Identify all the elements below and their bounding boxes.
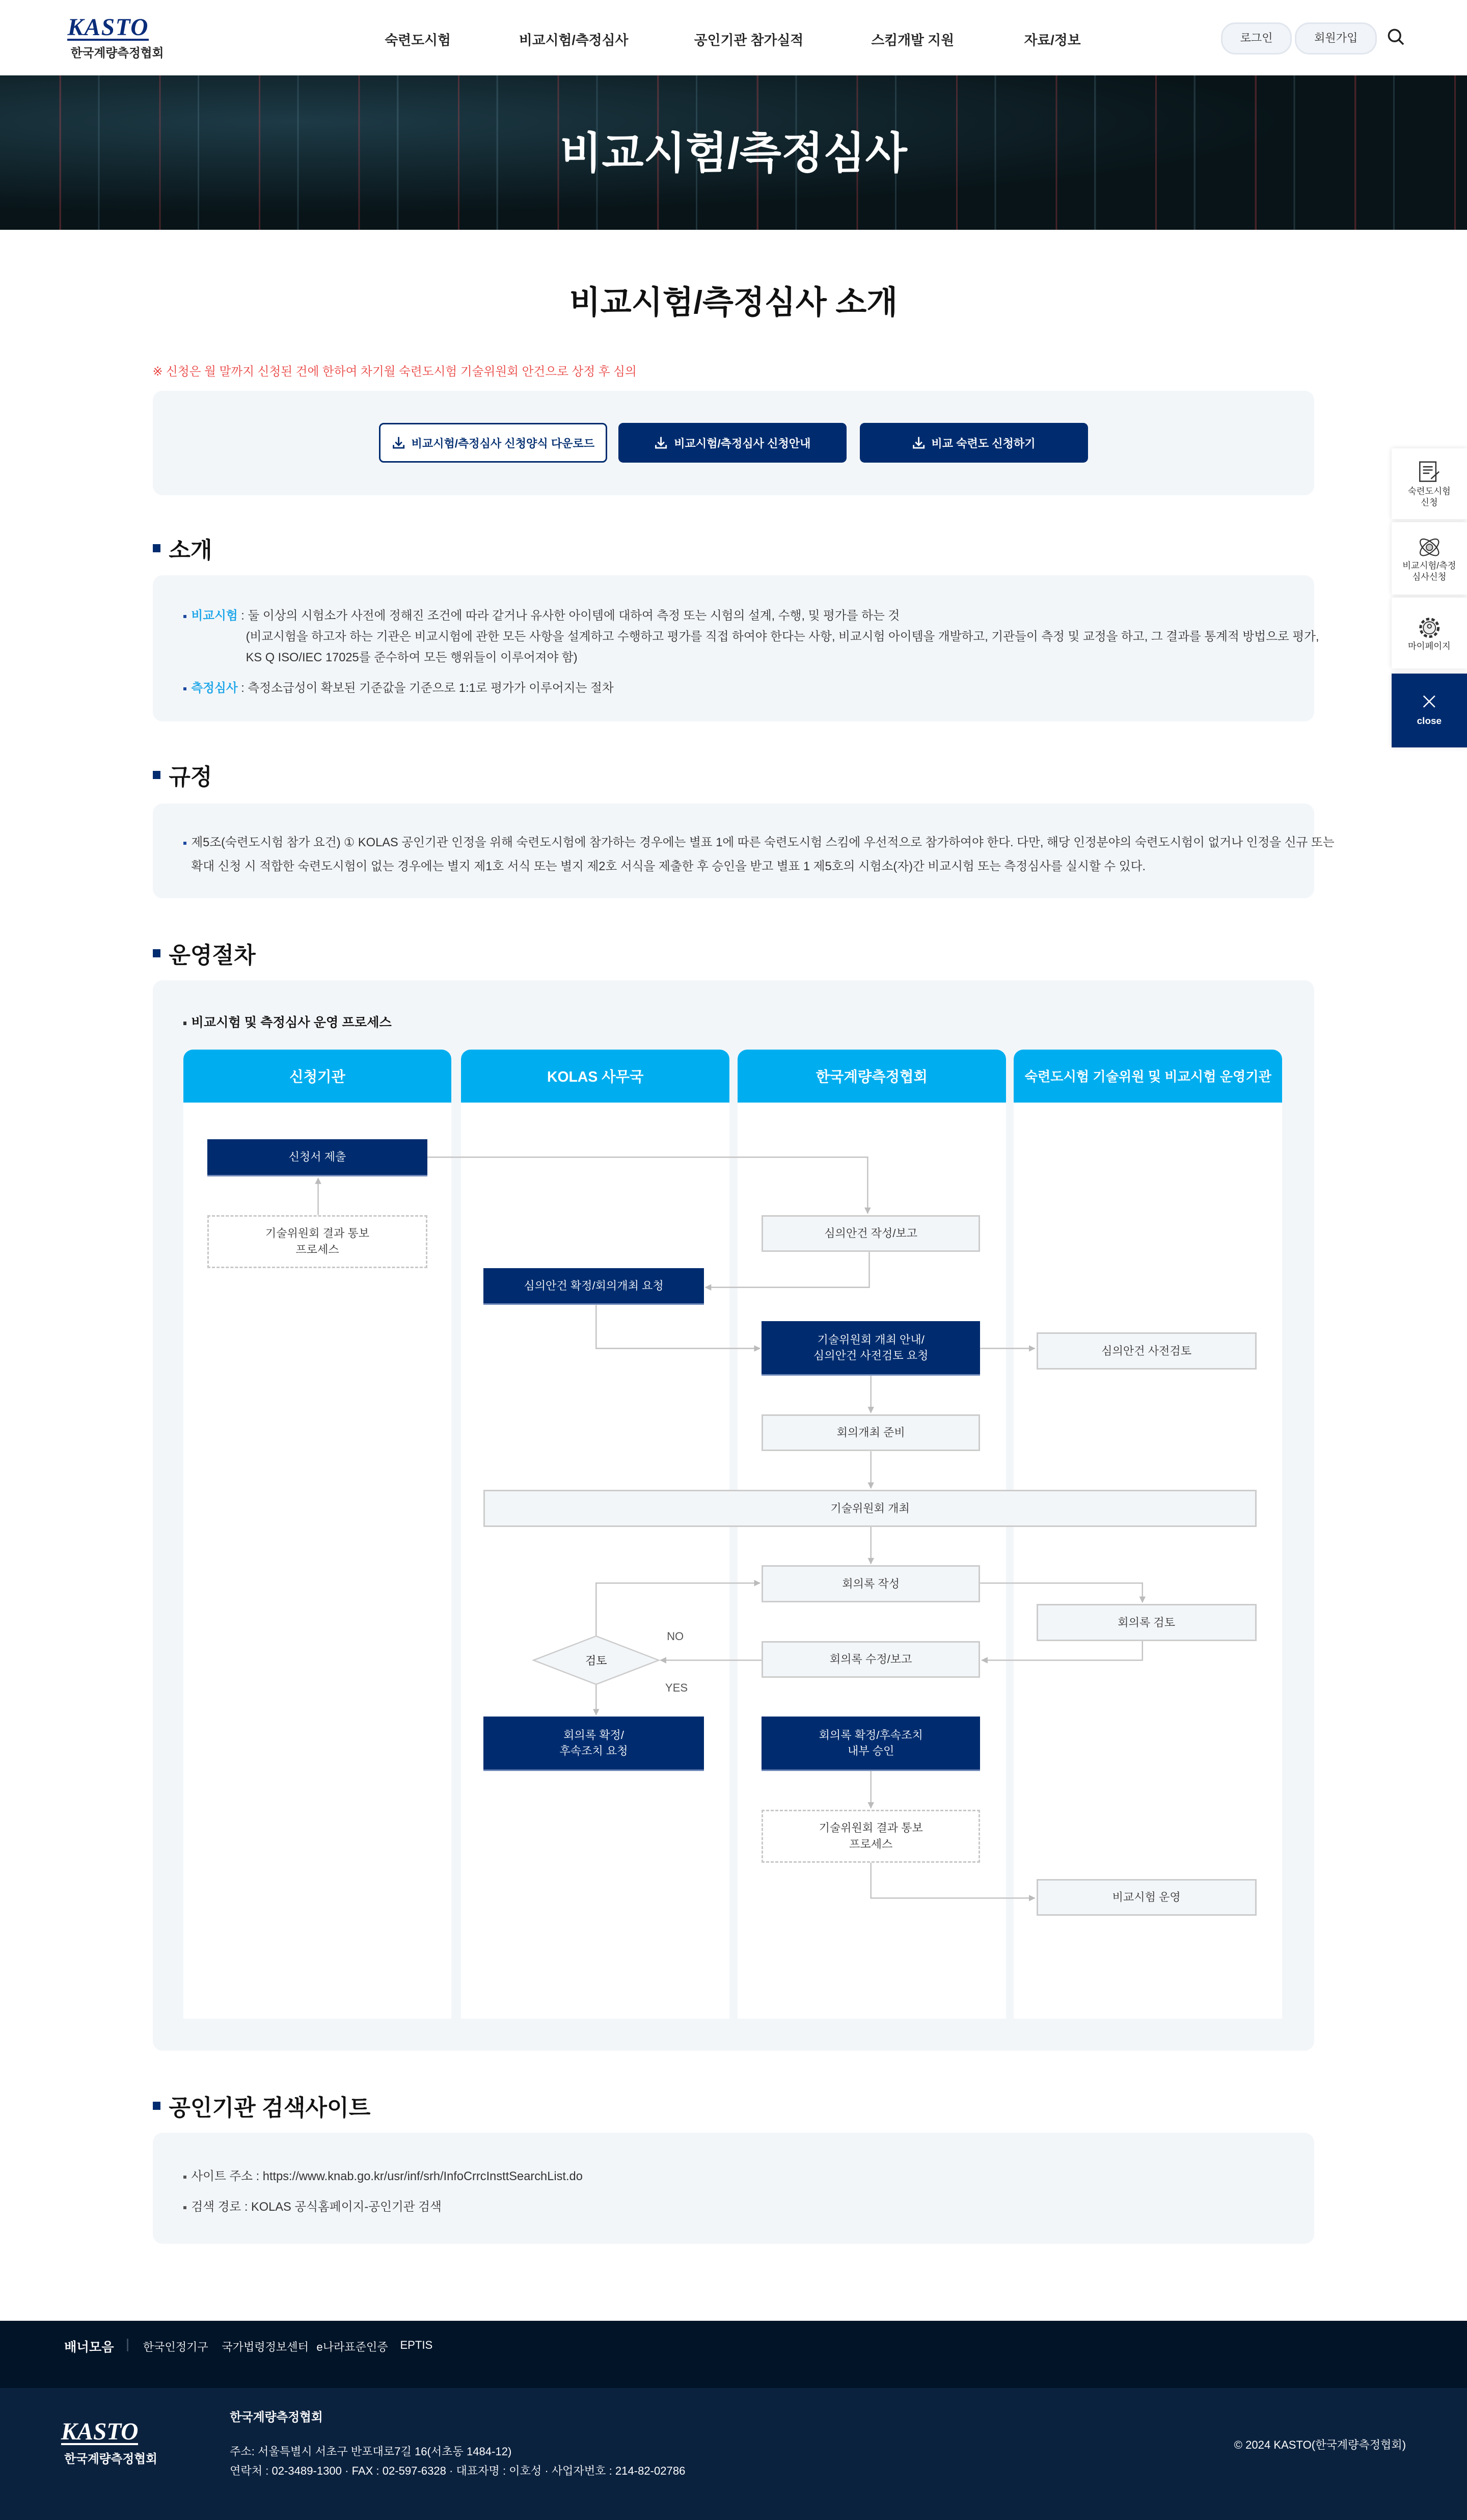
connector [871,1863,1035,1898]
lane-header: 숙련도시험 기술위원 및 비교시험 운영기관 [1014,1050,1282,1103]
nav-item-resources[interactable]: 자료/정보 [1024,32,1081,48]
download-form-label: 비교시험/측정심사 신청양식 다운로드 [411,437,595,450]
flow-node: 심의안건 작성/보고 [762,1215,980,1252]
connector [982,1641,1142,1660]
connector [427,1157,867,1213]
nav-item-comparison[interactable]: 비교시험/측정심사 [519,32,629,48]
banner-link[interactable]: 국가법령정보센터 [222,2340,309,2353]
section-heading-search-site [153,2089,371,2122]
banner-title: 배너모음 [64,2340,114,2354]
flow-node: 기술위원회 결과 통보 프로세스 [207,1215,427,1268]
banner-link[interactable]: EPTIS [400,2338,433,2351]
search-site-box [153,2133,1315,2244]
banner-link[interactable]: e나라표준인증 [316,2340,388,2353]
flow-node: 신청서 제출 [207,1139,427,1176]
intro-item-measurement: 측정심사 : 측정소급성이 확보된 기준값을 기준으로 1:1로 평가가 이루어지는 절차 [183,678,614,695]
intro-item-comparison-detail-2: KS Q ISO/IEC 17025를 준수하여 모든 행위들이 이루어져야 함) [246,651,578,665]
search-site-url[interactable]: 사이트 주소 : https://www.knab.go.kr/usr/inf/srh/InfoCrrcInsttSearchList.do [183,2166,583,2184]
search-site-path: 검색 경로 : KOLAS 공식홈페이지-공인기관 검색 [183,2197,442,2214]
regulation-line: 확대 신청 시 적합한 숙련도시험이 없는 경우에는 별지 제1호 서식 또는 별지 제2호 서식을 제출한 후 승인을 받고 별표 1 제5호의 시험소(자)간 비교시험 또는 측정심사를 실시할 수 있다. [191,860,1146,874]
quick-menu-mypage[interactable] [1392,598,1467,668]
flow-node: 기술위원회 개최 [483,1490,1256,1527]
connector [705,1252,870,1287]
flow-node: 비교시험 운영 [1037,1879,1257,1916]
logo[interactable]: KASTO [67,14,149,41]
flow-node: 심의안건 확정/회의개최 요청 [483,1268,703,1305]
decision-no-label: NO [667,1629,684,1643]
flow-node: 회의개최 준비 [762,1414,980,1452]
lane-header: 한국계량측정협회 [738,1050,1006,1103]
document-pen-icon [1417,460,1442,485]
heading-text: 소개 [169,538,212,564]
nav-item-proficiency[interactable]: 숙련도시험 [385,32,451,48]
flow-node: 회의록 확정/ 후속조치 요청 [483,1717,703,1771]
quick-menu-close-button[interactable] [1392,674,1467,747]
footer-address: 주소: 서울특별시 서초구 반포대로7길 16(서초동 1484-12) [230,2445,512,2458]
heading-marker [153,2102,161,2110]
gear-user-icon [1417,615,1442,640]
flow-node: 기술위원회 결과 통보 프로세스 [762,1810,980,1863]
flow-node: 회의록 검토 [1037,1604,1257,1641]
footer-copyright: © 2024 KASTO(한국계량측정협회) [1234,2438,1406,2452]
regulation-line: 제5조(숙련도시험 참가 요건) ① KOLAS 공인기관 인정을 위해 숙련도시험에 참가하는 경우에는 별표 1에 따른 숙련도시험 스킴에 우선적으로 참가하여야 한다. 다만, 해당 인정분야의 숙련도시험이 없거나 인정을 신규 또는 [183,833,1335,850]
footer-logo: KASTO [61,2418,139,2445]
close-label: close [1417,716,1442,727]
connector [980,1583,1143,1602]
footer [0,2388,1467,2520]
decision-yes-label: YES [665,1681,688,1694]
lane-header: 신청기관 [183,1050,452,1103]
notice-text: ※ 신청은 월 말까지 신청된 건에 한하여 차기월 숙련도시험 기술위원회 안건으로 상정 후 심의 [152,365,637,379]
footer-contact: 연락처 : 02-3489-1300 · FAX : 02-597-6328 · 대표자명 : 이호성 · 사업자번호 : 214-82-02786 [230,2464,686,2477]
apply-label: 비교 숙련도 신청하기 [931,437,1036,450]
application-guide-label: 비교시험/측정심사 신청안내 [674,437,811,450]
procedure-subheading: 비교시험 및 측정심사 운영 프로세스 [183,1012,392,1031]
footer-org-name: 한국계량측정협회 [230,2411,323,2425]
connector [596,1305,760,1348]
divider [127,2339,128,2351]
footer-logo-subtitle: 한국계량측정협회 [64,2453,157,2467]
atom-icon [1417,534,1442,560]
intro-item-comparison-detail: (비교시험을 하고자 하는 기관은 비교시험에 관한 모든 사항을 설계하고 수행하고 평가를 직접 하여야 한다는 사항, 비교시험 아이템을 개발하고, 기관들이 측정 및 교정을 하고, 그 결과를 통계적 방법으로 평가, [246,630,1319,644]
lane-header: KOLAS 사무국 [461,1050,729,1103]
nav-item-scheme[interactable]: 스킴개발 지원 [871,32,955,48]
heading-text: 운영절차 [169,943,256,969]
quick-menu-proficiency-apply[interactable] [1392,448,1467,519]
connector [596,1583,760,1636]
flow-node: 회의록 확정/후속조치 내부 승인 [762,1717,980,1771]
banner-title: 비교시험/측정심사 [560,129,907,178]
nav-item-accredited[interactable]: 공인기관 참가실적 [694,32,804,48]
quick-menu-comparison-apply[interactable] [1392,522,1467,595]
flow-node: 심의안건 사전검토 [1037,1332,1257,1370]
footer-banner-bar [0,2321,1467,2388]
flow-node: 기술위원회 개최 안내/ 심의안건 사전검토 요청 [762,1321,980,1376]
signup-button[interactable]: 회원가입 [1295,22,1377,55]
banner-link[interactable]: 한국인정기구 [143,2340,208,2353]
heading-text: 규정 [169,764,212,790]
flow-node: 회의록 작성 [762,1565,980,1602]
page-title: 비교시험/측정심사 소개 [569,284,898,320]
login-button[interactable]: 로그인 [1221,22,1291,55]
flow-node: 회의록 수정/보고 [762,1641,980,1678]
heading-text: 공인기관 검색사이트 [169,2095,371,2121]
close-icon [1421,693,1437,710]
decision-label: 검토 [585,1654,607,1668]
quick-menu-label: 숙련도시험 신청 [1408,486,1451,507]
logo-subtitle[interactable]: 한국계량측정협회 [70,47,164,61]
quick-menu-label: 비교시험/측정 심사신청 [1402,560,1456,582]
quick-menu-label: 마이페이지 [1408,641,1451,652]
intro-item-comparison: 비교시험 : 둘 이상의 시험소가 사전에 정해진 조건에 따라 같거나 유사한 아이템에 대하여 측정 또는 시험의 설계, 수행, 및 평가를 하는 것 [183,606,900,623]
